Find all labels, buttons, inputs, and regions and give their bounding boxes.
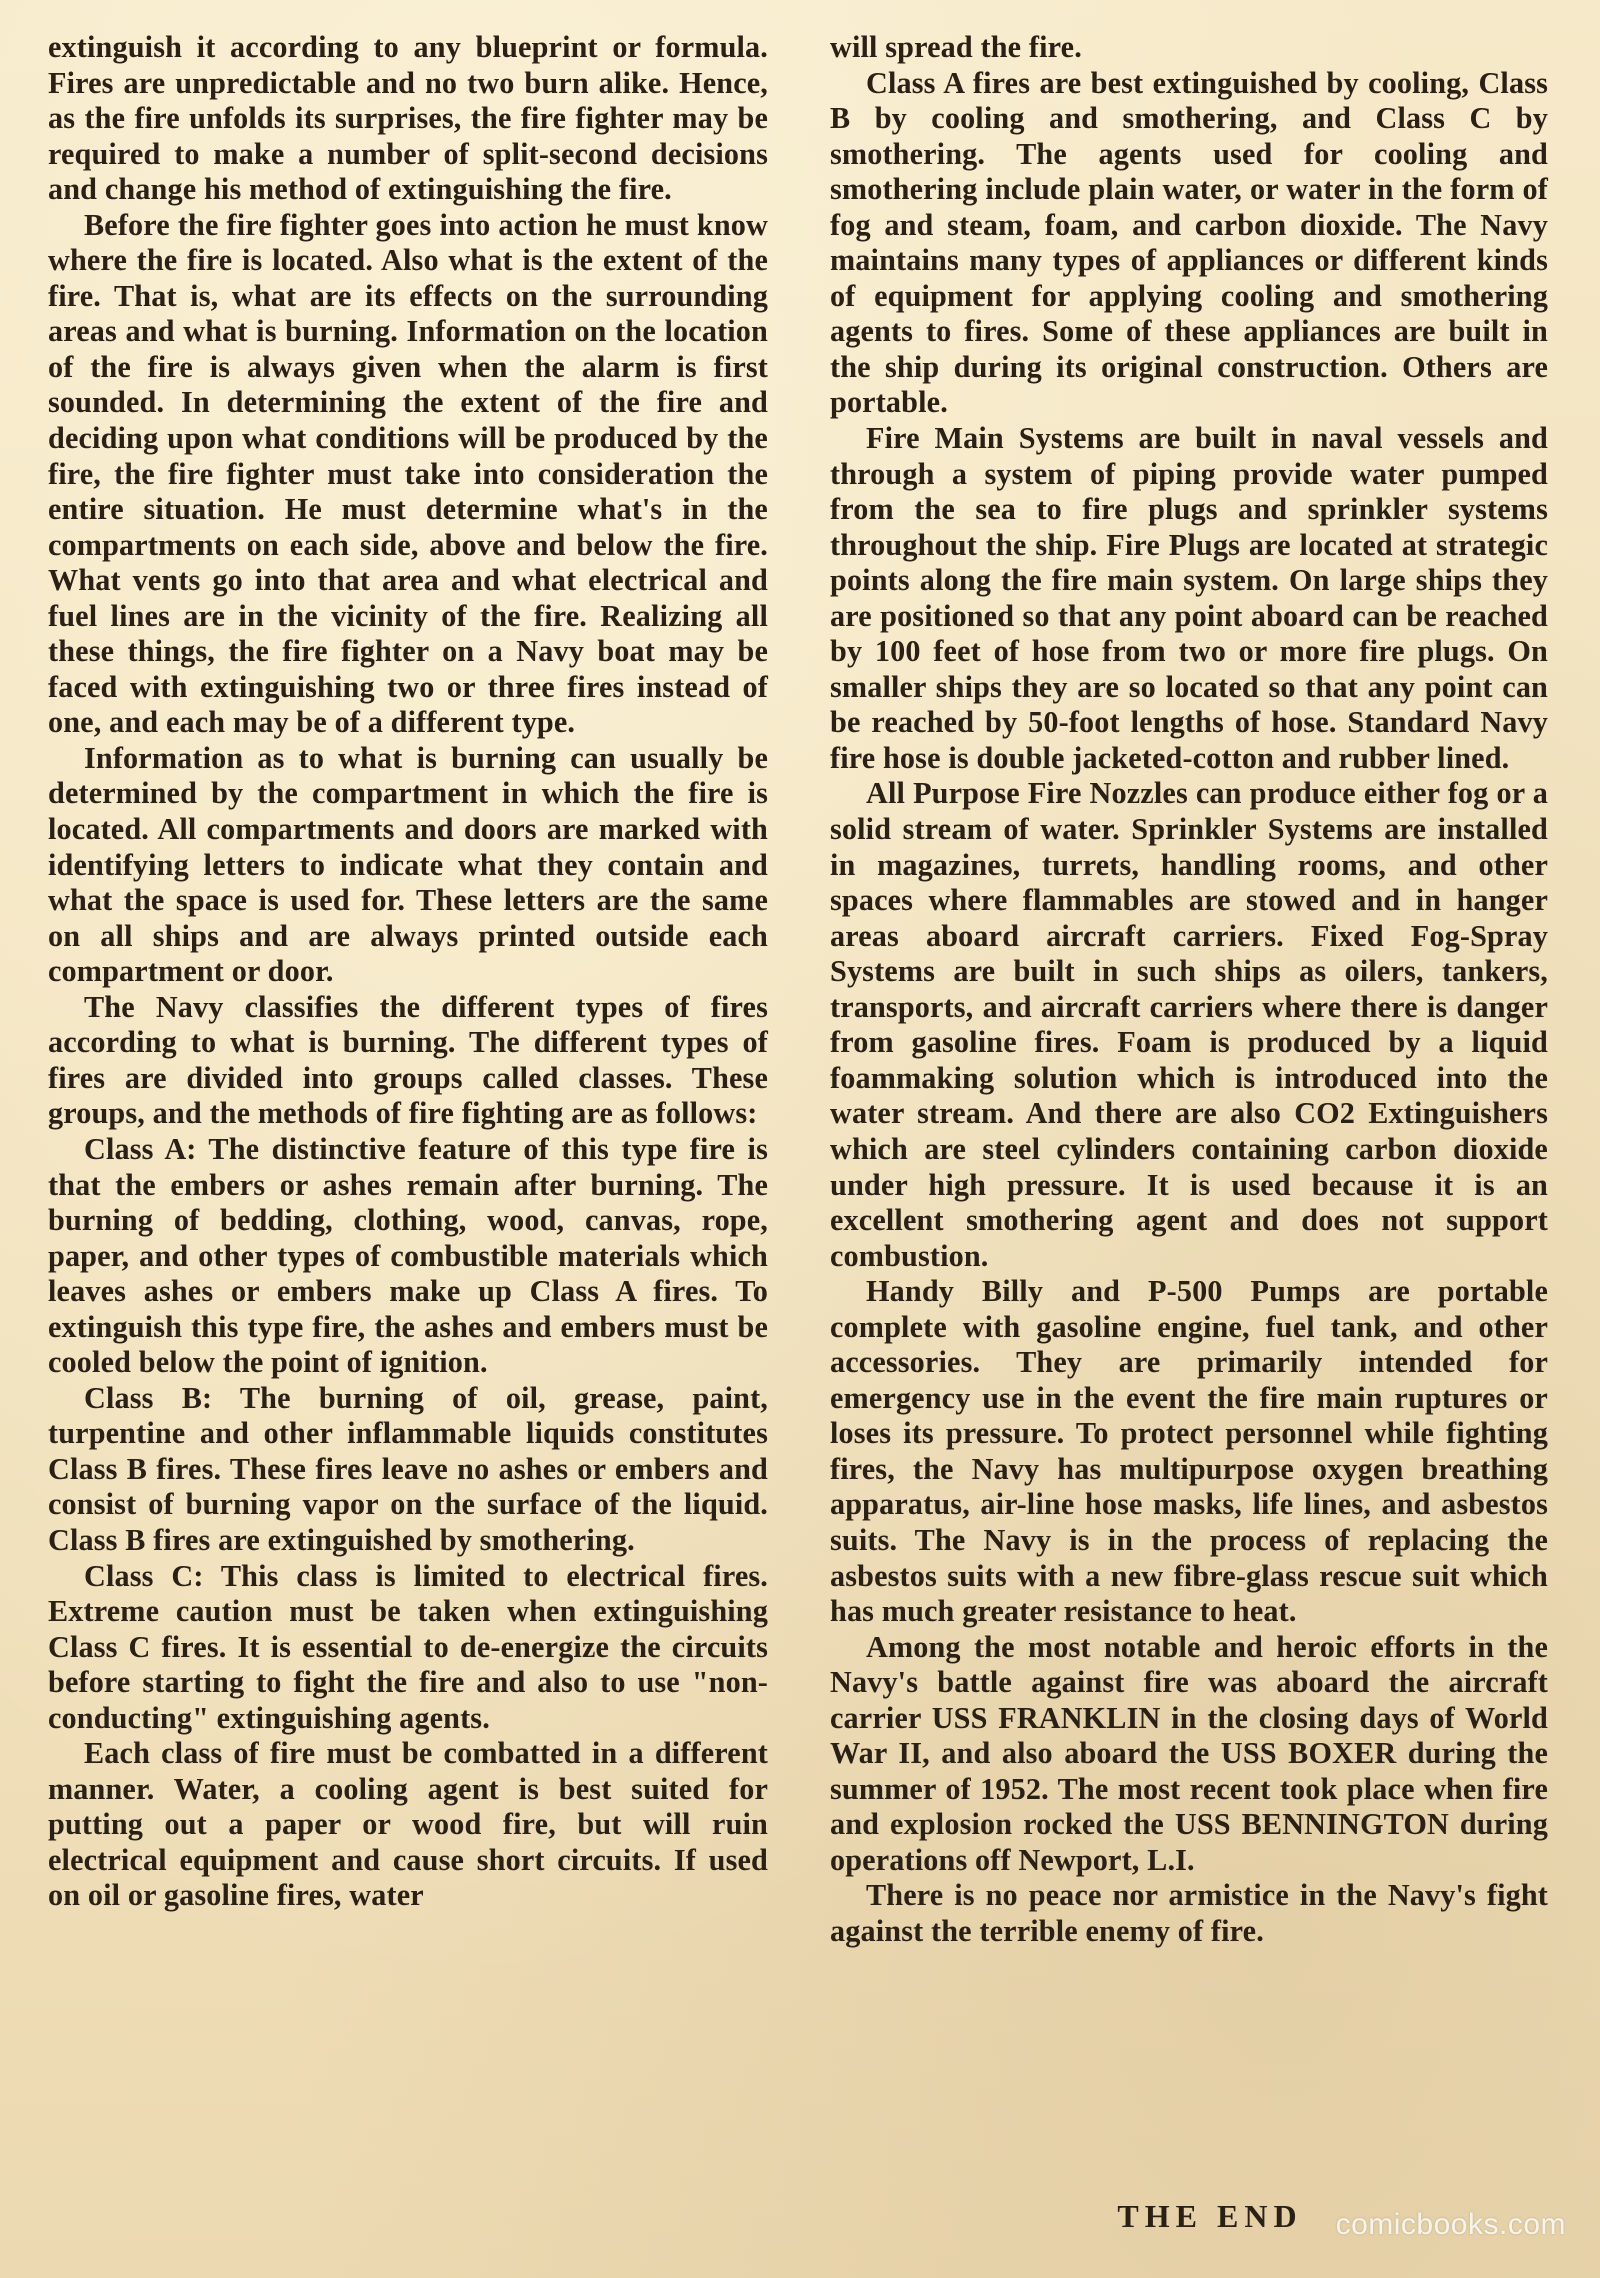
paragraph: There is no peace nor armistice in the Navy's fight against the terrible enemy of fire. bbox=[830, 1878, 1548, 1948]
paragraph: Among the most notable and heroic efforts in the Navy's battle against fire was aboard the aircraft carrier USS FRANKLIN in the closing days of World War II, and also aboard the USS BOXER during the summer of 1952. The most recent took place when fire and explosion rocked the USS BENNINGTON during operations off Newport, L.I. bbox=[830, 1629, 1548, 1877]
paragraph: will spread the fire. bbox=[830, 30, 1082, 64]
paragraph: Handy Billy and P-500 Pumps are portable complete with gasoline engine, fuel tank, and other accessories. They are primarily intended for emergency use in the event the fire main ruptures or loses its pressure. To protect personnel while fighting fires, the Navy has multipurpose oxygen breathing apparatus, air-line hose masks, life lines, and asbestos suits. The Navy is in the process of replacing the asbestos suits with a new fibre-glass rescue suit which has much greater resistance to heat. bbox=[830, 1274, 1548, 1629]
paragraph: Class A: The distinctive feature of this type fire is that the embers or ashes remain after burning. The burning of bedding, clothing, wood, canvas, rope, paper, and other types of combustible materials which leaves ashes or embers make up Class A fires. To extinguish this type fire, the ashes and embers must be cooled below the point of ignition. bbox=[48, 1131, 768, 1380]
paragraph: Class C: This class is limited to electrical fires. Extreme caution must be taken when extinguishing Class C fires. It is essential to de-energize the circuits before starting to fight the fire and also to use "non-conducting" extinguishing agents. bbox=[48, 1558, 768, 1735]
paragraph: Each class of fire must be combatted in a different manner. Water, a cooling agent is best suited for putting out a paper or wood fire, but will ruin electrical equipment and cause short circuits. If used on oil or gasoline fires, water bbox=[48, 1736, 768, 1913]
paragraph: Information as to what is burning can usually be determined by the compartment in which the fire is located. All compartments and doors are marked with identifying letters to indicate what they contain and what the space is used for. These letters are the same on all ships and are always printed outside each compartment or door. bbox=[48, 740, 768, 989]
the-end-label: THE END bbox=[1117, 2198, 1303, 2234]
paragraph: The Navy classifies the different types of fires according to what is burning. The different types of fires are divided into groups called classes. These groups, and the methods of fire fighting are as follows: bbox=[48, 989, 768, 1131]
right-text-column bbox=[830, 30, 1548, 1950]
paragraph: Before the fire fighter goes into action he must know where the fire is located. Also what is the extent of the fire. That is, what are its effects on the surrounding areas and what is burning. Information on the location of the fire is always given when the alarm is first sounded. In determining the extent of the fire and deciding upon what conditions will be produced by the fire, the fire fighter must take into consideration the entire situation. He must determine what's in the compartments on each side, above and below the fire. What vents go into that area and what electrical and fuel lines are in the vicinity of the fire. Realizing all these things, the fire fighter on a Navy boat may be faced with extinguishing two or three fires instead of one, and each may be of a different type. bbox=[48, 207, 768, 740]
paragraph: Class A fires are best extinguished by cooling, Class B by cooling and smothering, and Class C by smothering. The agents used for cooling and smothering include plain water, or water in the form of fog and steam, foam, and carbon dioxide. The Navy maintains many types of appliances or different kinds of equipment for applying cooling and smothering agents to fires. Some of these appliances are built in the ship during its original construction. Others are portable. bbox=[830, 65, 1548, 420]
paragraph: extinguish it according to any blueprint or formula. Fires are unpredictable and no two burn alike. Hence, as the fire unfolds its surprises, the fire fighter may be required to make a number of split-second decisions and change his method of extinguishing the fire. bbox=[48, 30, 768, 207]
paragraph: Class B: The burning of oil, grease, paint, turpentine and other inflammable liquids constitutes Class B fires. These fires leave no ashes or embers and consist of burning vapor on the surface of the liquid. Class B fires are extinguished by smothering. bbox=[48, 1380, 768, 1557]
paragraph: All Purpose Fire Nozzles can produce either fog or a solid stream of water. Sprinkler Systems are installed in magazines, turrets, handling rooms, and other spaces where flammables are stowed and in hanger areas aboard aircraft carriers. Fixed Fog-Spray Systems are built in such ships as oilers, tankers, transports, and aircraft carriers where there is danger from gasoline fires. Foam is produced by a liquid foammaking solution which is introduced into the water stream. And there are also CO2 Extinguishers which are steel cylinders containing carbon dioxide under high pressure. It is used because it is an excellent smothering agent and does not support combustion. bbox=[830, 776, 1548, 1273]
watermark: comicbooks.com bbox=[1335, 2208, 1566, 2241]
paragraph: Fire Main Systems are built in naval vessels and through a system of piping provide water pumped from the sea to fire plugs and sprinkler systems throughout the ship. Fire Plugs are located at strategic points along the fire main system. On large ships they are positioned so that any point aboard can be reached by 100 feet of hose from two or more fire plugs. On smaller ships they are so located so that any point can be reached by 50-foot lengths of hose. Standard Navy fire hose is double jacketed-cotton and rubber lined. bbox=[830, 421, 1548, 775]
left-text-column bbox=[48, 30, 768, 1914]
